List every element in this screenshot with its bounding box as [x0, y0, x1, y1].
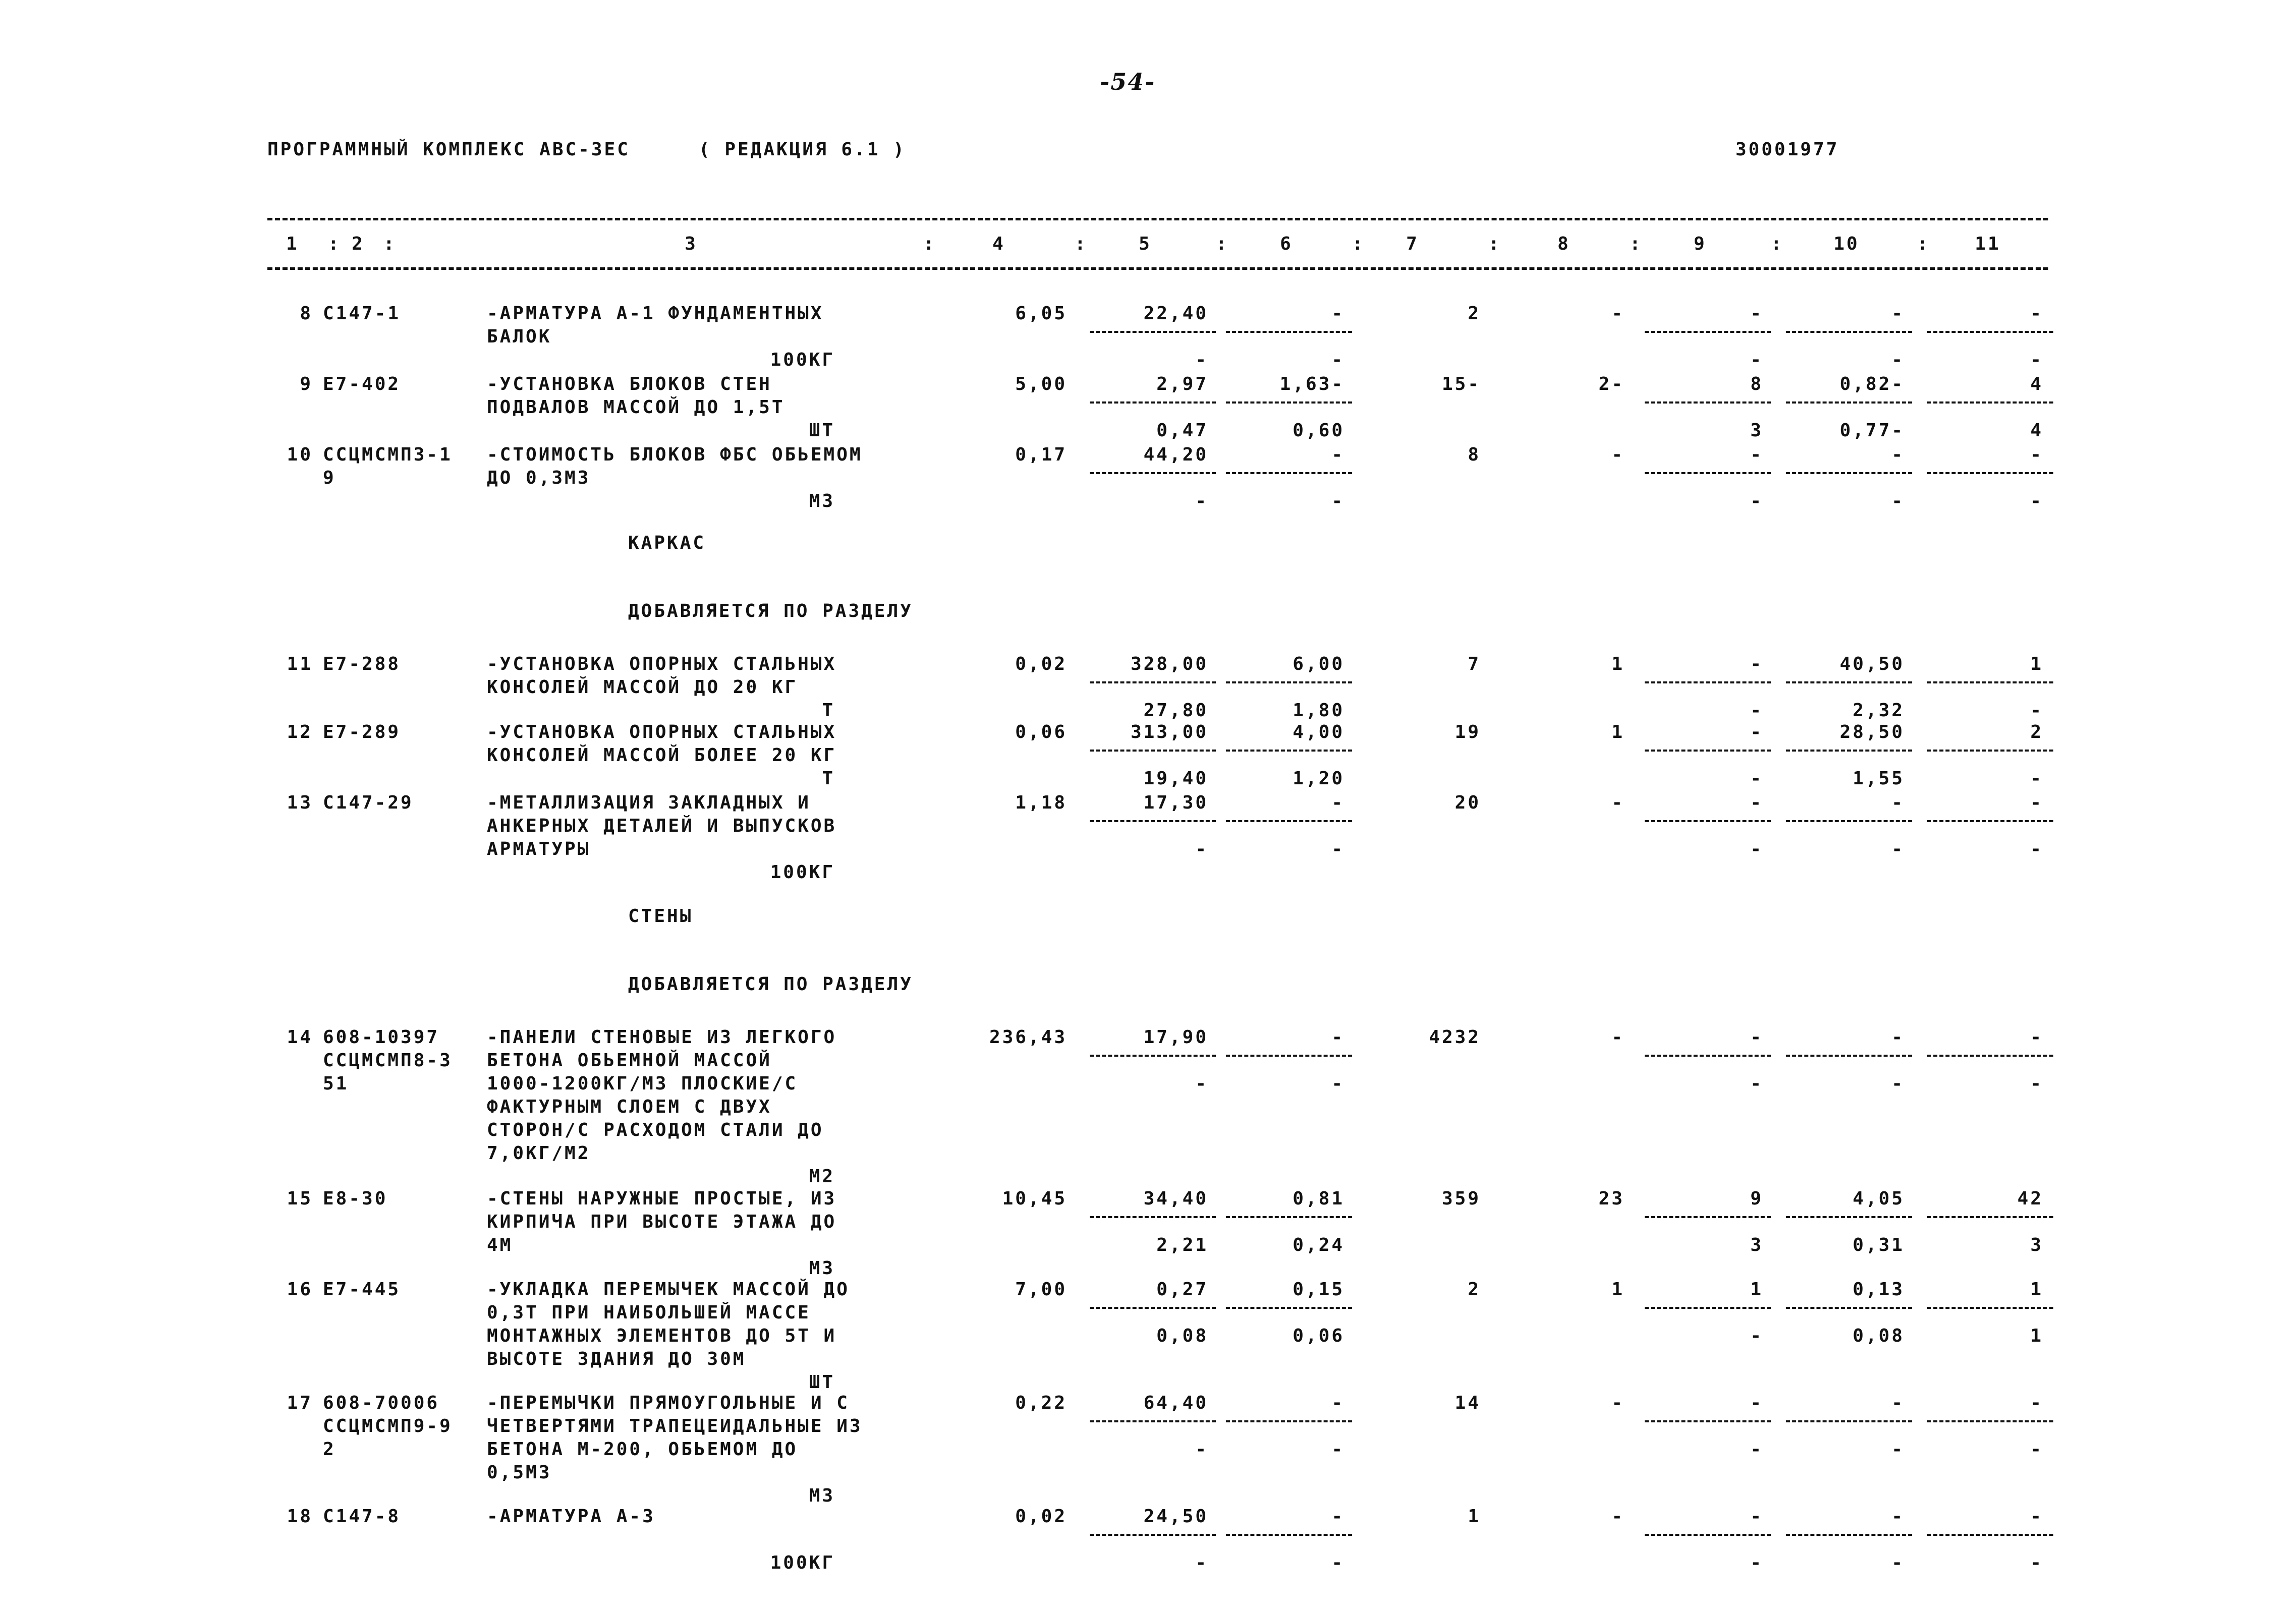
cell-c10: -	[1891, 1506, 1905, 1527]
row-description: -УСТАНОВКА БЛОКОВ СТЕН	[487, 374, 772, 394]
document-code: 30001977	[1735, 139, 1839, 160]
cell-c8: 2-	[1598, 374, 1625, 394]
cell-c7: 2	[1468, 303, 1481, 324]
cell-c5: 2,97	[1156, 374, 1208, 394]
row-description: -МЕТАЛЛИЗАЦИЯ ЗАКЛАДНЫХ И	[487, 792, 811, 813]
cell-c11: -	[2030, 1027, 2043, 1048]
value-divider	[1226, 1534, 1352, 1536]
cell-c7: 1	[1468, 1506, 1481, 1527]
cell-c6: 4,00	[1293, 722, 1345, 742]
cell-c5: 0,27	[1156, 1279, 1208, 1300]
cell-l9: -	[1750, 1552, 1763, 1573]
row-description: 1000-1200КГ/М3 ПЛОСКИЕ/С	[487, 1073, 798, 1094]
value-divider	[1927, 1420, 2053, 1422]
cell-c5: 22,40	[1143, 303, 1208, 324]
cell-c5: 24,50	[1143, 1506, 1208, 1527]
value-divider	[1786, 1534, 1912, 1536]
cell-l10: 1,55	[1853, 768, 1905, 789]
cell-l11: 4	[2030, 420, 2043, 441]
row-quantity: 0,02	[1015, 1506, 1067, 1527]
program-name: ПРОГРАММНЫЙ КОМПЛЕКС АВС-ЗЕС	[267, 139, 630, 160]
cell-c9: -	[1750, 303, 1763, 324]
cell-c10: -	[1891, 1027, 1905, 1048]
cell-c10: -	[1891, 792, 1905, 813]
cell-l11: -	[2030, 1552, 2043, 1573]
value-divider	[1645, 1307, 1771, 1309]
cell-c10: 4,05	[1853, 1188, 1905, 1209]
cell-c10: 0,13	[1853, 1279, 1905, 1300]
row-code: ССЦМСМП8-3	[323, 1050, 453, 1071]
value-divider	[1927, 1534, 2053, 1536]
row-code: С147-8	[323, 1506, 401, 1527]
cell-c10: -	[1891, 303, 1905, 324]
row-description: ЧЕТВЕРТЯМИ ТРАПЕЦЕИДАЛЬНЫЕ ИЗ	[487, 1416, 863, 1436]
col-header-9: 9	[1694, 234, 1707, 254]
cell-c7: 4232	[1429, 1027, 1481, 1048]
col-sep: :	[1771, 234, 1784, 254]
cell-c10: 40,50	[1839, 654, 1905, 674]
cell-l11: -	[2030, 1439, 2043, 1460]
cell-c10: -	[1891, 444, 1905, 465]
cell-l9: -	[1750, 1439, 1763, 1460]
row-code: 9	[323, 468, 336, 488]
value-divider	[1927, 1307, 2053, 1309]
value-divider	[1645, 401, 1771, 404]
value-divider	[1090, 1307, 1216, 1309]
value-divider	[1645, 681, 1771, 683]
value-divider	[1090, 472, 1216, 474]
cell-l10: 2,32	[1853, 700, 1905, 721]
cell-l6: -	[1331, 350, 1345, 370]
cell-l5: -	[1195, 1073, 1208, 1094]
cell-c5: 313,00	[1130, 722, 1208, 742]
value-divider	[1645, 820, 1771, 822]
cell-c11: 42	[2017, 1188, 2043, 1209]
table-rule-top	[267, 218, 2048, 220]
value-divider	[1090, 750, 1216, 752]
row-number: 13	[287, 792, 313, 813]
row-unit: 100КГ	[770, 1552, 835, 1573]
cell-l11: 1	[2030, 1326, 2043, 1346]
row-description: БАЛОК	[487, 326, 552, 347]
value-divider	[1226, 401, 1352, 404]
cell-c9: -	[1750, 1393, 1763, 1413]
row-number: 14	[287, 1027, 313, 1048]
cell-c5: 17,90	[1143, 1027, 1208, 1048]
col-header-4: 4	[992, 234, 1005, 254]
value-divider	[1226, 472, 1352, 474]
row-code: С147-1	[323, 303, 401, 324]
row-number: 12	[287, 722, 313, 742]
value-divider	[1090, 1420, 1216, 1422]
row-quantity: 7,00	[1015, 1279, 1067, 1300]
value-divider	[1090, 331, 1216, 333]
col-sep: :	[328, 234, 341, 254]
cell-c9: 8	[1750, 374, 1763, 394]
row-description: АРМАТУРЫ	[487, 839, 591, 859]
value-divider	[1090, 1534, 1216, 1536]
cell-c8: -	[1611, 1506, 1625, 1527]
row-unit: 100КГ	[770, 350, 835, 370]
value-divider	[1927, 750, 2053, 752]
row-description: -ПАНЕЛИ СТЕНОВЫЕ ИЗ ЛЕГКОГО	[487, 1027, 837, 1048]
cell-c6: -	[1331, 1506, 1345, 1527]
cell-l5: 0,47	[1156, 420, 1208, 441]
value-divider	[1786, 681, 1912, 683]
cell-l6: -	[1331, 1552, 1345, 1573]
cell-c9: -	[1750, 792, 1763, 813]
cell-c11: -	[2030, 1506, 2043, 1527]
row-code: 51	[323, 1073, 349, 1094]
edition: ( РЕДАКЦИЯ 6.1 )	[699, 139, 906, 160]
cell-l5: 0,08	[1156, 1326, 1208, 1346]
value-divider	[1090, 1216, 1216, 1218]
value-divider	[1927, 1216, 2053, 1218]
cell-l11: -	[2030, 1073, 2043, 1094]
row-unit: ШТ	[809, 420, 835, 441]
cell-l6: 0,06	[1293, 1326, 1345, 1346]
cell-l9: -	[1750, 491, 1763, 511]
col-sep: :	[1075, 234, 1088, 254]
cell-c5: 328,00	[1130, 654, 1208, 674]
row-code: 2	[323, 1439, 336, 1460]
value-divider	[1226, 750, 1352, 752]
value-divider	[1786, 1055, 1912, 1057]
cell-c5: 64,40	[1143, 1393, 1208, 1413]
cell-c9: -	[1750, 1506, 1763, 1527]
row-unit: М3	[809, 491, 835, 511]
value-divider	[1645, 1216, 1771, 1218]
value-divider	[1786, 1307, 1912, 1309]
row-unit: М2	[809, 1166, 835, 1187]
cell-l9: -	[1750, 768, 1763, 789]
cell-c8: 1	[1611, 722, 1625, 742]
cell-c5: 17,30	[1143, 792, 1208, 813]
cell-l11: -	[2030, 350, 2043, 370]
value-divider	[1226, 331, 1352, 333]
row-quantity: 0,06	[1015, 722, 1067, 742]
row-description: -УСТАНОВКА ОПОРНЫХ СТАЛЬНЫХ	[487, 722, 837, 742]
row-description: -УСТАНОВКА ОПОРНЫХ СТАЛЬНЫХ	[487, 654, 837, 674]
cell-l11: -	[2030, 491, 2043, 511]
cell-c7: 8	[1468, 444, 1481, 465]
row-number: 16	[287, 1279, 313, 1300]
cell-l9: -	[1750, 839, 1763, 859]
cell-c11: -	[2030, 1393, 2043, 1413]
cell-c11: 1	[2030, 1279, 2043, 1300]
row-code: Е7-402	[323, 374, 401, 394]
cell-c7: 359	[1441, 1188, 1481, 1209]
cell-l11: -	[2030, 700, 2043, 721]
cell-c8: 1	[1611, 1279, 1625, 1300]
value-divider	[1786, 1420, 1912, 1422]
col-header-2: 2	[352, 234, 365, 254]
cell-c11: 2	[2030, 722, 2043, 742]
value-divider	[1645, 750, 1771, 752]
row-quantity: 1,18	[1015, 792, 1067, 813]
value-divider	[1226, 1055, 1352, 1057]
cell-l5: 2,21	[1156, 1235, 1208, 1255]
cell-c9: -	[1750, 444, 1763, 465]
section-title-karkas: КАРКАС	[628, 533, 706, 553]
cell-c5: 44,20	[1143, 444, 1208, 465]
row-number: 15	[287, 1188, 313, 1209]
cell-c11: -	[2030, 303, 2043, 324]
value-divider	[1226, 1420, 1352, 1422]
value-divider	[1927, 820, 2053, 822]
value-divider	[1645, 1534, 1771, 1536]
row-description: КОНСОЛЕЙ МАССОЙ ДО 20 КГ	[487, 677, 798, 698]
cell-c7: 14	[1454, 1393, 1481, 1413]
cell-c8: 1	[1611, 654, 1625, 674]
value-divider	[1786, 331, 1912, 333]
cell-c6: 1,63-	[1279, 374, 1345, 394]
col-sep: :	[1917, 234, 1930, 254]
cell-l5: -	[1195, 491, 1208, 511]
row-description: ПОДВАЛОВ МАССОЙ ДО 1,5Т	[487, 397, 785, 418]
row-code: Е7-289	[323, 722, 401, 742]
cell-c8: -	[1611, 1027, 1625, 1048]
cell-l10: -	[1891, 839, 1905, 859]
col-sep: :	[923, 234, 936, 254]
section-subtitle-karkas: ДОБАВЛЯЕТСЯ ПО РАЗДЕЛУ	[628, 601, 913, 621]
row-code: С147-29	[323, 792, 414, 813]
row-code: 608-70006	[323, 1393, 440, 1413]
value-divider	[1927, 681, 2053, 683]
row-code: 608-10397	[323, 1027, 440, 1048]
row-number: 17	[287, 1393, 313, 1413]
row-description: МОНТАЖНЫХ ЭЛЕМЕНТОВ ДО 5Т И	[487, 1326, 837, 1346]
value-divider	[1786, 401, 1912, 404]
row-description: КИРПИЧА ПРИ ВЫСОТЕ ЭТАЖА ДО	[487, 1212, 837, 1232]
row-description: -СТЕНЫ НАРУЖНЫЕ ПРОСТЫЕ, ИЗ	[487, 1188, 837, 1209]
value-divider	[1226, 681, 1352, 683]
row-description: СТОРОН/С РАСХОДОМ СТАЛИ ДО	[487, 1120, 824, 1140]
row-description: 4М	[487, 1235, 513, 1255]
cell-c10: 28,50	[1839, 722, 1905, 742]
cell-c7: 20	[1454, 792, 1481, 813]
cell-c11: -	[2030, 792, 2043, 813]
cell-l9: -	[1750, 1326, 1763, 1346]
cell-c11: -	[2030, 444, 2043, 465]
row-number: 8	[300, 303, 313, 324]
row-code: Е7-288	[323, 654, 401, 674]
col-sep: :	[1488, 234, 1501, 254]
row-description: БЕТОНА М-200, ОБЬЕМОМ ДО	[487, 1439, 798, 1460]
cell-l6: -	[1331, 491, 1345, 511]
cell-l11: -	[2030, 768, 2043, 789]
cell-l11: -	[2030, 839, 2043, 859]
cell-l5: -	[1195, 839, 1208, 859]
row-description: КОНСОЛЕЙ МАССОЙ БОЛЕЕ 20 КГ	[487, 745, 837, 766]
cell-l10: 0,08	[1853, 1326, 1905, 1346]
row-description: ФАКТУРНЫМ СЛОЕМ С ДВУХ	[487, 1097, 772, 1117]
cell-c6: -	[1331, 1027, 1345, 1048]
value-divider	[1090, 820, 1216, 822]
row-description: -АРМАТУРА А-3	[487, 1506, 655, 1527]
row-quantity: 236,43	[989, 1027, 1067, 1048]
row-unit: Т	[822, 768, 835, 789]
value-divider	[1090, 1055, 1216, 1057]
value-divider	[1645, 331, 1771, 333]
row-code: ССЦМСМП3-1	[323, 444, 453, 465]
row-number: 10	[287, 444, 313, 465]
cell-l6: 0,60	[1293, 420, 1345, 441]
cell-l10: -	[1891, 1439, 1905, 1460]
cell-l9: -	[1750, 700, 1763, 721]
row-description: БЕТОНА ОБЬЕМНОЙ МАССОЙ	[487, 1050, 772, 1071]
row-description: -ПЕРЕМЫЧКИ ПРЯМОУГОЛЬНЫЕ И С	[487, 1393, 850, 1413]
value-divider	[1226, 1216, 1352, 1218]
section-subtitle-walls: ДОБАВЛЯЕТСЯ ПО РАЗДЕЛУ	[628, 974, 913, 995]
cell-c6: 0,81	[1293, 1188, 1345, 1209]
cell-l9: -	[1750, 350, 1763, 370]
row-quantity: 5,00	[1015, 374, 1067, 394]
col-header-5: 5	[1139, 234, 1152, 254]
cell-c10: 0,82-	[1839, 374, 1905, 394]
cell-l9: 3	[1750, 420, 1763, 441]
row-description: ДО 0,3М3	[487, 468, 591, 488]
col-header-7: 7	[1406, 234, 1419, 254]
cell-c9: -	[1750, 1027, 1763, 1048]
row-quantity: 0,17	[1015, 444, 1067, 465]
cell-c10: -	[1891, 1393, 1905, 1413]
row-description: -УКЛАДКА ПЕРЕМЫЧЕК МАССОЙ ДО	[487, 1279, 850, 1300]
value-divider	[1927, 331, 2053, 333]
cell-c6: 0,15	[1293, 1279, 1345, 1300]
cell-c9: -	[1750, 722, 1763, 742]
cell-l10: 0,77-	[1839, 420, 1905, 441]
cell-l6: 0,24	[1293, 1235, 1345, 1255]
row-code: Е7-445	[323, 1279, 401, 1300]
page-number: -54-	[1100, 68, 1156, 95]
value-divider	[1090, 401, 1216, 404]
row-unit: 100КГ	[770, 862, 835, 883]
cell-l9: -	[1750, 1073, 1763, 1094]
cell-l6: 1,20	[1293, 768, 1345, 789]
value-divider	[1645, 472, 1771, 474]
cell-c11: 1	[2030, 654, 2043, 674]
value-divider	[1786, 472, 1912, 474]
value-divider	[1786, 820, 1912, 822]
cell-c7: 2	[1468, 1279, 1481, 1300]
cell-c8: -	[1611, 303, 1625, 324]
section-title-walls: СТЕНЫ	[628, 906, 693, 927]
cell-l10: -	[1891, 491, 1905, 511]
value-divider	[1226, 820, 1352, 822]
cell-c6: 6,00	[1293, 654, 1345, 674]
cell-l5: -	[1195, 1439, 1208, 1460]
value-divider	[1927, 1055, 2053, 1057]
col-header-11: 11	[1975, 234, 2001, 254]
row-description: АНКЕРНЫХ ДЕТАЛЕЙ И ВЫПУСКОВ	[487, 816, 837, 836]
cell-c8: -	[1611, 792, 1625, 813]
cell-c11: 4	[2030, 374, 2043, 394]
value-divider	[1927, 401, 2053, 404]
cell-c8: 23	[1598, 1188, 1625, 1209]
value-divider	[1645, 1420, 1771, 1422]
row-code: Е8-30	[323, 1188, 388, 1209]
cell-l5: 27,80	[1143, 700, 1208, 721]
cell-l6: -	[1331, 839, 1345, 859]
cell-c9: 1	[1750, 1279, 1763, 1300]
value-divider	[1927, 472, 2053, 474]
col-header-6: 6	[1280, 234, 1293, 254]
cell-c9: -	[1750, 654, 1763, 674]
cell-l10: -	[1891, 1073, 1905, 1094]
cell-c7: 7	[1468, 654, 1481, 674]
row-code: ССЦМСМП9-9	[323, 1416, 453, 1436]
cell-c6: -	[1331, 1393, 1345, 1413]
row-number: 9	[300, 374, 313, 394]
cell-l6: 1,80	[1293, 700, 1345, 721]
value-divider	[1090, 681, 1216, 683]
cell-l10: -	[1891, 350, 1905, 370]
row-unit: М3	[809, 1485, 835, 1506]
cell-c7: 19	[1454, 722, 1481, 742]
cell-c8: -	[1611, 1393, 1625, 1413]
col-header-1: 1	[286, 234, 299, 254]
row-quantity: 10,45	[1002, 1188, 1067, 1209]
row-number: 11	[287, 654, 313, 674]
value-divider	[1786, 750, 1912, 752]
cell-c5: 34,40	[1143, 1188, 1208, 1209]
cell-c8: -	[1611, 444, 1625, 465]
cell-l6: -	[1331, 1439, 1345, 1460]
row-description: -СТОИМОСТЬ БЛОКОВ ФБС ОБЬЕМОМ	[487, 444, 863, 465]
cell-c9: 9	[1750, 1188, 1763, 1209]
row-quantity: 0,22	[1015, 1393, 1067, 1413]
cell-c7: 15-	[1441, 374, 1481, 394]
row-unit: Т	[822, 700, 835, 721]
col-header-3: 3	[685, 234, 698, 254]
row-description: 0,5М3	[487, 1462, 552, 1483]
row-number: 18	[287, 1506, 313, 1527]
cell-c6: -	[1331, 792, 1345, 813]
row-unit: ШТ	[809, 1372, 835, 1393]
cell-l11: 3	[2030, 1235, 2043, 1255]
row-quantity: 6,05	[1015, 303, 1067, 324]
col-header-8: 8	[1557, 234, 1571, 254]
row-quantity: 0,02	[1015, 654, 1067, 674]
col-sep: :	[1352, 234, 1365, 254]
cell-l5: -	[1195, 1552, 1208, 1573]
value-divider	[1645, 1055, 1771, 1057]
row-description: 0,3Т ПРИ НАИБОЛЬШЕЙ МАССЕ	[487, 1302, 811, 1323]
row-description: -АРМАТУРА А-1 ФУНДАМЕНТНЫХ	[487, 303, 824, 324]
cell-l10: 0,31	[1853, 1235, 1905, 1255]
cell-c6: -	[1331, 444, 1345, 465]
cell-l10: -	[1891, 1552, 1905, 1573]
row-unit: М3	[809, 1258, 835, 1279]
cell-l5: 19,40	[1143, 768, 1208, 789]
cell-c6: -	[1331, 303, 1345, 324]
col-sep: :	[1216, 234, 1229, 254]
cell-l5: -	[1195, 350, 1208, 370]
col-header-10: 10	[1833, 234, 1860, 254]
col-sep: :	[1630, 234, 1643, 254]
cell-l9: 3	[1750, 1235, 1763, 1255]
row-description: 7,0КГ/М2	[487, 1143, 591, 1164]
cell-l6: -	[1331, 1073, 1345, 1094]
value-divider	[1786, 1216, 1912, 1218]
table-rule-header	[267, 267, 2048, 270]
col-sep: :	[383, 234, 397, 254]
row-description: ВЫСОТЕ ЗДАНИЯ ДО 30М	[487, 1349, 746, 1369]
value-divider	[1226, 1307, 1352, 1309]
